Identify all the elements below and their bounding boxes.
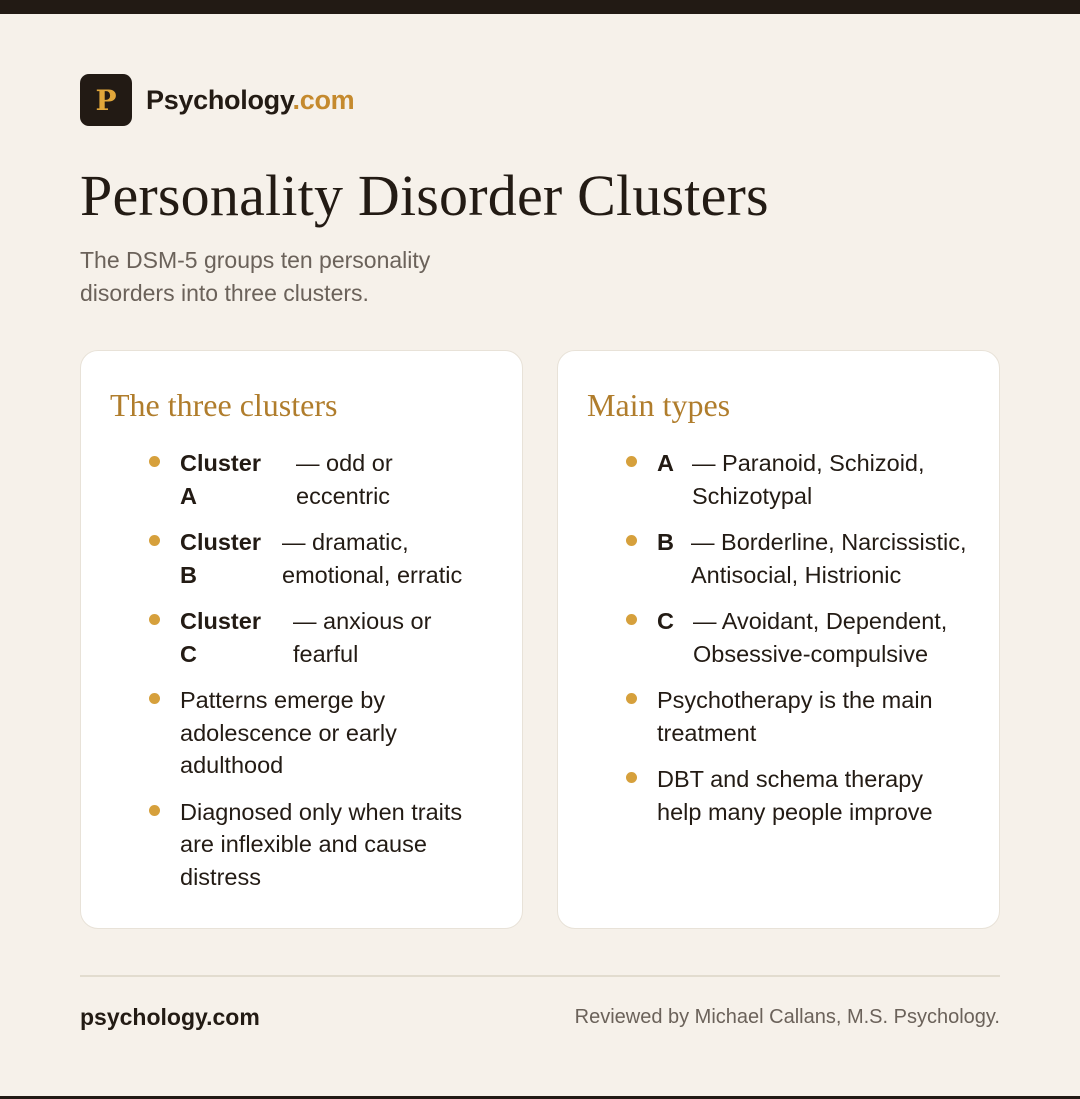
list-item <box>149 796 489 894</box>
types-list <box>626 447 972 842</box>
list-item <box>626 605 972 670</box>
item-text: Diagnosed only when traits are inflexible and cause distress <box>180 798 463 890</box>
bullet-icon <box>149 456 160 467</box>
top-bar <box>0 0 1080 14</box>
clusters-card-heading: The three clusters <box>110 387 338 423</box>
item-text: DBT and schema therapy help many people improve <box>657 766 933 825</box>
brand-name-main: Psychology <box>146 84 293 115</box>
item-text: — Avoidant, Dependent, Obsessive-compulsive <box>693 608 948 667</box>
item-term: B <box>657 529 674 555</box>
bullet-icon <box>149 693 160 704</box>
page-title: Personality Disorder Clusters <box>80 163 769 228</box>
bullet-icon <box>149 614 160 625</box>
brand-name <box>146 85 354 116</box>
brand-mark-icon: P <box>80 74 132 126</box>
brand-name-tld: .com <box>292 84 355 115</box>
item-text: — dramatic, emotional, erratic <box>282 529 463 588</box>
brand-logo[interactable] <box>80 74 354 126</box>
item-text: — odd or eccentric <box>296 450 393 509</box>
clusters-list <box>149 447 489 907</box>
bullet-icon <box>626 693 637 704</box>
list-item <box>626 526 972 591</box>
list-item <box>149 605 489 670</box>
list-item <box>626 763 972 828</box>
item-term: A <box>657 450 674 476</box>
list-item <box>149 684 489 782</box>
item-text: — Paranoid, Schizoid, Schizotypal <box>692 450 925 509</box>
footer-reviewer-credit: Reviewed by Michael Callans, M.S. Psychology. <box>574 1006 1000 1028</box>
bullet-icon <box>149 805 160 816</box>
item-term: C <box>657 608 674 634</box>
footer-divider <box>80 975 1000 977</box>
list-item <box>149 447 489 512</box>
types-card-heading: Main types <box>587 387 731 423</box>
bullet-icon <box>626 614 637 625</box>
clusters-card <box>80 350 523 929</box>
bullet-icon <box>149 535 160 546</box>
bullet-icon <box>626 535 637 546</box>
item-term: Cluster B <box>180 529 261 588</box>
list-item <box>149 526 489 591</box>
item-text: — anxious or fearful <box>293 608 432 667</box>
list-item <box>626 447 972 512</box>
item-text: Psychotherapy is the main treatment <box>657 687 933 746</box>
types-card <box>557 350 1000 929</box>
page-subtitle: The DSM-5 groups ten personality disorders into three clusters. <box>80 247 431 306</box>
footer-site-link[interactable]: psychology.com <box>80 1004 260 1030</box>
list-item <box>626 684 972 749</box>
item-term: Cluster C <box>180 608 261 667</box>
item-text: Patterns emerge by adolescence or early adulthood <box>180 687 397 778</box>
bullet-icon <box>626 772 637 783</box>
item-text: — Borderline, Narcissistic, Antisocial, Histrionic <box>691 529 967 588</box>
item-term: Cluster A <box>180 450 261 509</box>
bullet-icon <box>626 456 637 467</box>
